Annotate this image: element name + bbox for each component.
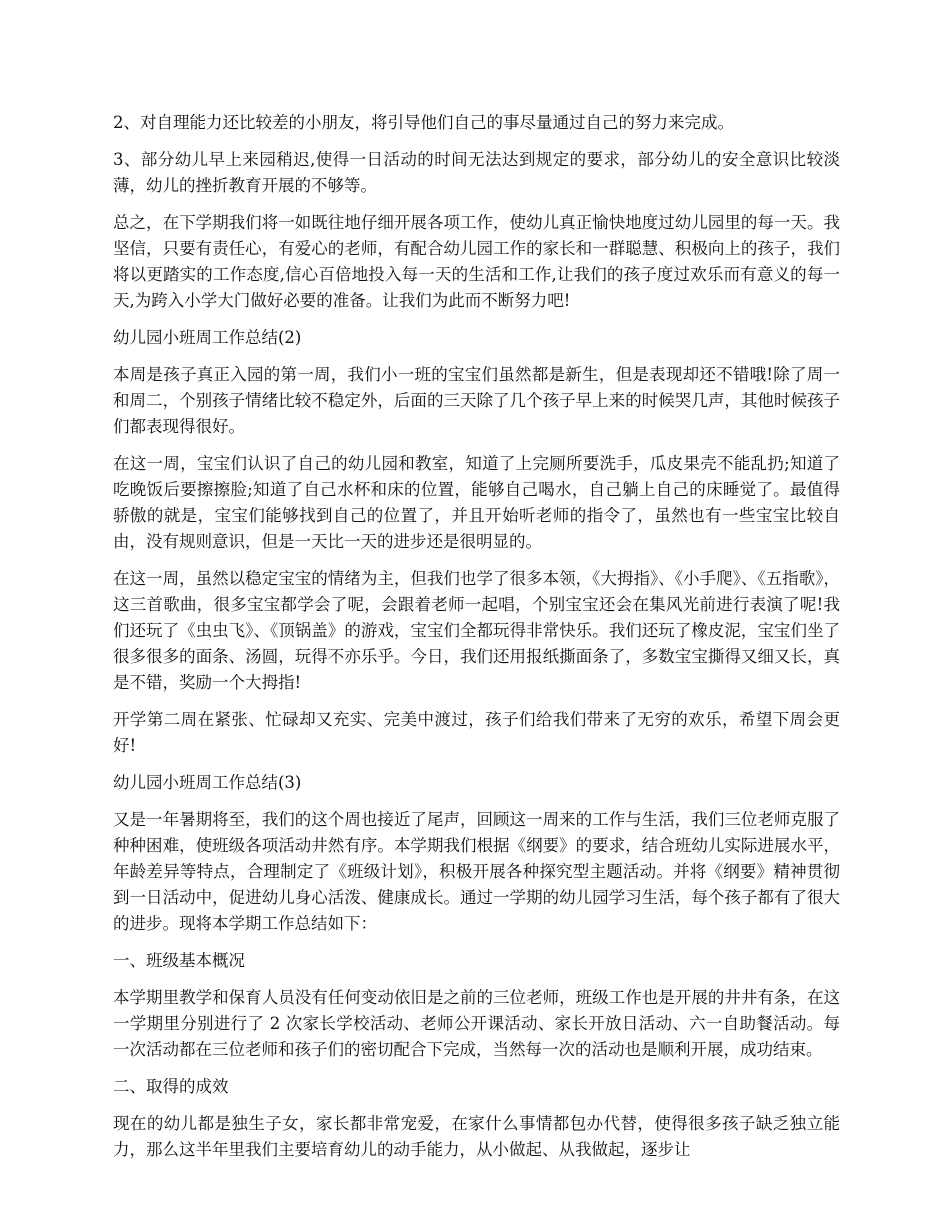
paragraph: 本周是孩子真正入园的第一周，我们小一班的宝宝们虽然都是新生，但是表现却还不错哦!除了周一和周二，个别孩子情绪比较不稳定外，后面的三天除了几个孩子早上来的时候哭几声，其他时候孩子们都表现得很好。 xyxy=(113,365,840,436)
paragraph: 又是一年暑期将至，我们的这个周也接近了尾声，回顾这一周来的工作与生活，我们三位老师克服了种种困难，使班级各项活动井然有序。本学期我们根据《纲要》的要求，结合班幼儿实际进展水平，年龄差异等特点，合理制定了《班级计划》，积极开展各种探究型主题活动。并将《纲要》精神贯彻到一日活动中，促进幼儿身心活泼、健康成长。通过一学期的幼儿园学习生活，每个孩子都有了很大的进步。现将本学期工作总结如下： xyxy=(113,810,840,933)
document-body xyxy=(113,110,840,1174)
paragraph: 在这一周，虽然以稳定宝宝的情绪为主，但我们也学了很多本领，《大拇指》、《小手爬》、《五指歌》，这三首歌曲，很多宝宝都学会了呢，会跟着老师一起唱，个别宝宝还会在集风光前进行表演了呢!我们还玩了《虫虫飞》、《顶锅盖》的游戏，宝宝们全都玩得非常快乐。我们还玩了橡皮泥，宝宝们坐了很多很多的面条、汤圆，玩得不亦乐乎。今日，我们还用报纸撕面条了，多数宝宝撕得又细又长，真是不错，奖励一个大拇指! xyxy=(113,569,840,692)
section-heading: 幼儿园小班周工作总结(3) xyxy=(113,773,302,792)
paragraph: 总之，在下学期我们将一如既往地仔细开展各项工作，使幼儿真正愉快地度过幼儿园里的每一天。我坚信，只要有责任心，有爱心的老师，有配合幼儿园工作的家长和一群聪慧、积极向上的孩子，我们将以更踏实的工作态度,信心百倍地投入每一天的生活和工作,让我们的孩子度过欢乐而有意义的每一天,为跨入小学大门做好必要的准备。让我们为此而不断努力吧! xyxy=(113,213,840,310)
paragraph: 现在的幼儿都是独生子女，家长都非常宠爱，在家什么事情都包办代替，使得很多孩子缺乏独立能力，那么这半年里我们主要培育幼儿的动手能力，从小做起、从我做起，逐步让 xyxy=(113,1114,840,1159)
paragraph: 在这一周，宝宝们认识了自己的幼儿园和教室，知道了上完厕所要洗手，瓜皮果壳不能乱扔;知道了吃晚饭后要擦擦脸;知道了自己水杯和床的位置，能够自己喝水，自己躺上自己的床睡觉了。最值得骄傲的就是，宝宝们能够找到自己的位置了，并且开始听老师的指令了，虽然也有一些宝宝比较自由，没有规则意识，但是一天比一天的进步还是很明显的。 xyxy=(113,454,840,551)
paragraph: 开学第二周在紧张、忙碌却又充实、完美中渡过，孩子们给我们带来了无穷的欢乐，希望下周会更好! xyxy=(113,710,840,755)
section-heading: 幼儿园小班周工作总结(2) xyxy=(113,328,302,347)
section-heading: 二、取得的成效 xyxy=(113,1077,229,1096)
paragraph: 3、部分幼儿早上来园稍迟,使得一日活动的时间无法达到规定的要求，部分幼儿的安全意识比较淡薄，幼儿的挫折教育开展的不够等。 xyxy=(113,150,840,195)
paragraph: 2、对自理能力还比较差的小朋友，将引导他们自己的事尽量通过自己的努力来完成。 xyxy=(113,113,734,132)
paragraph: 本学期里教学和保育人员没有任何变动依旧是之前的三位老师，班级工作也是开展的井井有条，在这一学期里分别进行了 2 次家长学校活动、老师公开课活动、家长开放日活动、六一自助餐活动。每一次活动都在三位老师和孩子们的密切配合下完成，当然每一次的活动也是顺利开展，成功结束。 xyxy=(113,988,840,1059)
section-heading: 一、班级基本概况 xyxy=(113,951,245,970)
